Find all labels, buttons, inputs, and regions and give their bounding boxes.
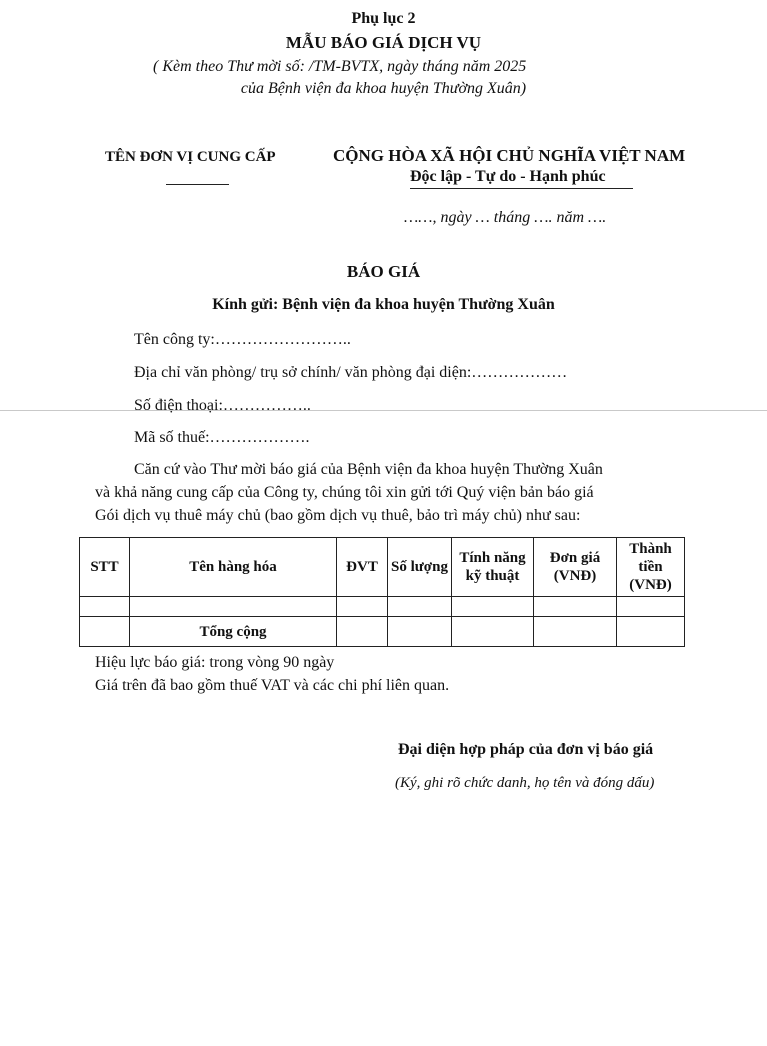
table-cell bbox=[617, 597, 685, 617]
table-cell bbox=[452, 617, 534, 647]
table-cell bbox=[617, 617, 685, 647]
reference-line-1: ( Kèm theo Thư mời số: /TM-BVTX, ngày tháng năm 2025 bbox=[153, 58, 527, 75]
intro-line-1: Căn cứ vào Thư mời báo giá của Bệnh viện đa khoa huyện Thường Xuân bbox=[134, 461, 603, 478]
provider-name-label: TÊN ĐƠN VỊ CUNG CẤP bbox=[105, 149, 276, 165]
total-label: Tổng cộng bbox=[130, 617, 337, 647]
table-cell bbox=[388, 597, 452, 617]
table-cell bbox=[337, 617, 388, 647]
motto: Độc lập - Tự do - Hạnh phúc bbox=[410, 168, 606, 185]
header-quantity: Số lượng bbox=[388, 538, 452, 597]
address-field: Địa chỉ văn phòng/ trụ sở chính/ văn phòng đại diện:……………… bbox=[134, 364, 568, 381]
header-unit-price: Đơn giá (VNĐ) bbox=[534, 538, 617, 597]
total-row bbox=[80, 617, 685, 647]
quote-title: BÁO GIÁ bbox=[346, 262, 421, 281]
header-stt: STT bbox=[80, 538, 130, 597]
header-item-name: Tên hàng hóa bbox=[130, 538, 337, 597]
scan-artifact-line bbox=[0, 410, 767, 411]
nation-heading: CỘNG HÒA XÃ HỘI CHỦ NGHĨA VIỆT NAM bbox=[333, 146, 686, 165]
table-cell bbox=[80, 597, 130, 617]
validity-note: Hiệu lực báo giá: trong vòng 90 ngày bbox=[95, 654, 335, 671]
phone-field: Số điện thoại:…………….. bbox=[134, 397, 311, 414]
date-line: ……, ngày … tháng …. năm …. bbox=[404, 209, 607, 226]
appendix-label: Phụ lục 2 bbox=[351, 10, 416, 27]
table-row bbox=[80, 597, 685, 617]
table-cell bbox=[534, 617, 617, 647]
motto-underline bbox=[410, 188, 633, 189]
table-cell bbox=[388, 617, 452, 647]
intro-line-3: Gói dịch vụ thuê máy chủ (bao gồm dịch vụ thuê, bảo trì máy chủ) như sau: bbox=[95, 507, 581, 524]
recipient-line: Kính gửi: Bệnh viện đa khoa huyện Thường Xuân bbox=[212, 296, 555, 313]
table-cell bbox=[337, 597, 388, 617]
signature-title: Đại diện hợp pháp của đơn vị báo giá bbox=[398, 741, 654, 758]
table-header-row bbox=[80, 538, 685, 597]
tax-code-field: Mã số thuế:………………. bbox=[134, 429, 310, 446]
signature-instructions: (Ký, ghi rõ chức danh, họ tên và đóng dấu) bbox=[395, 775, 655, 791]
quotation-table bbox=[79, 537, 685, 647]
table-cell bbox=[534, 597, 617, 617]
table-cell bbox=[80, 617, 130, 647]
provider-underline bbox=[166, 184, 229, 185]
header-specs: Tính năng kỹ thuật bbox=[452, 538, 534, 597]
table-cell bbox=[130, 597, 337, 617]
table-cell bbox=[452, 597, 534, 617]
vat-note: Giá trên đã bao gồm thuế VAT và các chi phí liên quan. bbox=[95, 677, 450, 694]
header-unit: ĐVT bbox=[337, 538, 388, 597]
intro-line-2: và khả năng cung cấp của Công ty, chúng tôi xin gửi tới Quý viện bản báo giá bbox=[95, 484, 594, 501]
form-title: MẪU BÁO GIÁ DỊCH VỤ bbox=[285, 33, 482, 52]
company-field: Tên công ty:…………………….. bbox=[134, 331, 351, 348]
reference-line-2: của Bệnh viện đa khoa huyện Thường Xuân) bbox=[240, 80, 527, 97]
header-amount: Thành tiền (VNĐ) bbox=[617, 538, 685, 597]
